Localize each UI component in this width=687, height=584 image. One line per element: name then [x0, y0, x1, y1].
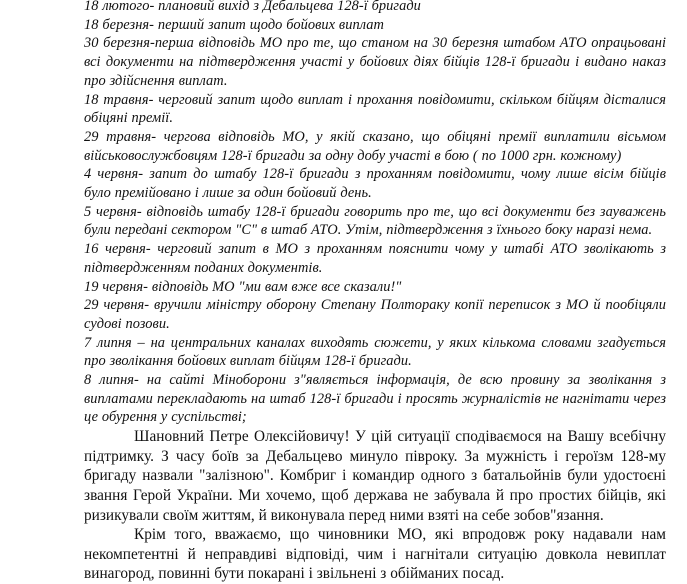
chronology-entry: 19 червня- відповідь МО "ми вам вже все сказали!": [84, 278, 402, 295]
chronology-entry: 30 березня-перша відповідь МО про те, що станом на 30 березня штабом АТО опрацьовані всі документи на підтвердження участі у бойових діях бійців 128-ї бригади і видано наказ про здійснення виплат.: [84, 35, 666, 89]
chronology-entry: 29 травня- чергова відповідь МО, у якій сказано, що обіцяні премії виплатили вісьмом військовослужбовцям 128-ї бригади за одну добу участі в бою ( по 1000 грн. кожному): [84, 128, 666, 164]
chronology-entry: 29 червня- вручили міністру оборону Степану Полтораку копії переписок з МО й пообіцяли судові позови.: [84, 297, 666, 332]
chronology-entry: 18 травня- черговий запит щодо виплат і прохання повідомити, скільком бійцям дісталися обіцяні премії.: [84, 91, 666, 127]
chronology-entry: 18 лютого- плановий вихід з Дебальцева 128-ї бригади: [84, 0, 421, 14]
chronology-entry: 4 червня- запит до штабу 128-ї бригади з проханням повідомити, чому лише вісім бійців було премійовано і лише за один бойовий день.: [84, 166, 666, 202]
chronology-entry: 8 липня- на сайті Міноборони з"являється інформація, де всю провину за зволікання з виплатами перекладають на штаб 128-ї бригади і просять журналістів не нагнітати через це обурення у суспільстві;: [84, 372, 666, 426]
letter-paragraph: Шановний Петре Олексійовичу! У цій ситуації сподіваємося на Вашу всебічну підтримку. З часу боїв за Дебальцево минуло півроку. За мужність і героїзм 128-му бригаду назвали "залізною". Комбриг і командир одного з батальойнів були удостоєні звання Герой України. Ми хочемо, щоб держава не забувала й про простих бійців, які ризикували своїм життям, й виконувала перед ними взяті на себе зобов"язання.: [84, 428, 666, 524]
letter-paragraph: Крім того, вважаємо, що чиновники МО, які впродовж року надавали нам некомпетентні й неправдиві відповіді, чим і нагнітали ситуацію довкола невиплат винагород, повинні бути покарані і звільнені з обійманих посад.: [84, 526, 666, 583]
chronology-entry: 5 червня- відповідь штабу 128-ї бригади говорить про те, що всі документи без зауважень були передані сектором "С" в штаб АТО. Утім, підтвердження з їхнього боку наразі нема.: [84, 203, 666, 239]
chronology-entry: 18 березня- перший запит щодо бойових виплат: [84, 16, 384, 33]
chronology-entry: 16 червня- черговий запит в МО з проханням пояснити чому у штабі АТО зволікають з підтвердженням поданих документів.: [84, 241, 666, 276]
letter-body-section: [84, 427, 666, 584]
chronology-list: [84, 0, 666, 427]
document-text-column: [84, 0, 666, 584]
chronology-entry: 7 липня – на центральних каналах виходять сюжети, у яких кількома словами згадується про зволікання бойових виплат бійцям 128-ї бригади.: [84, 334, 666, 370]
